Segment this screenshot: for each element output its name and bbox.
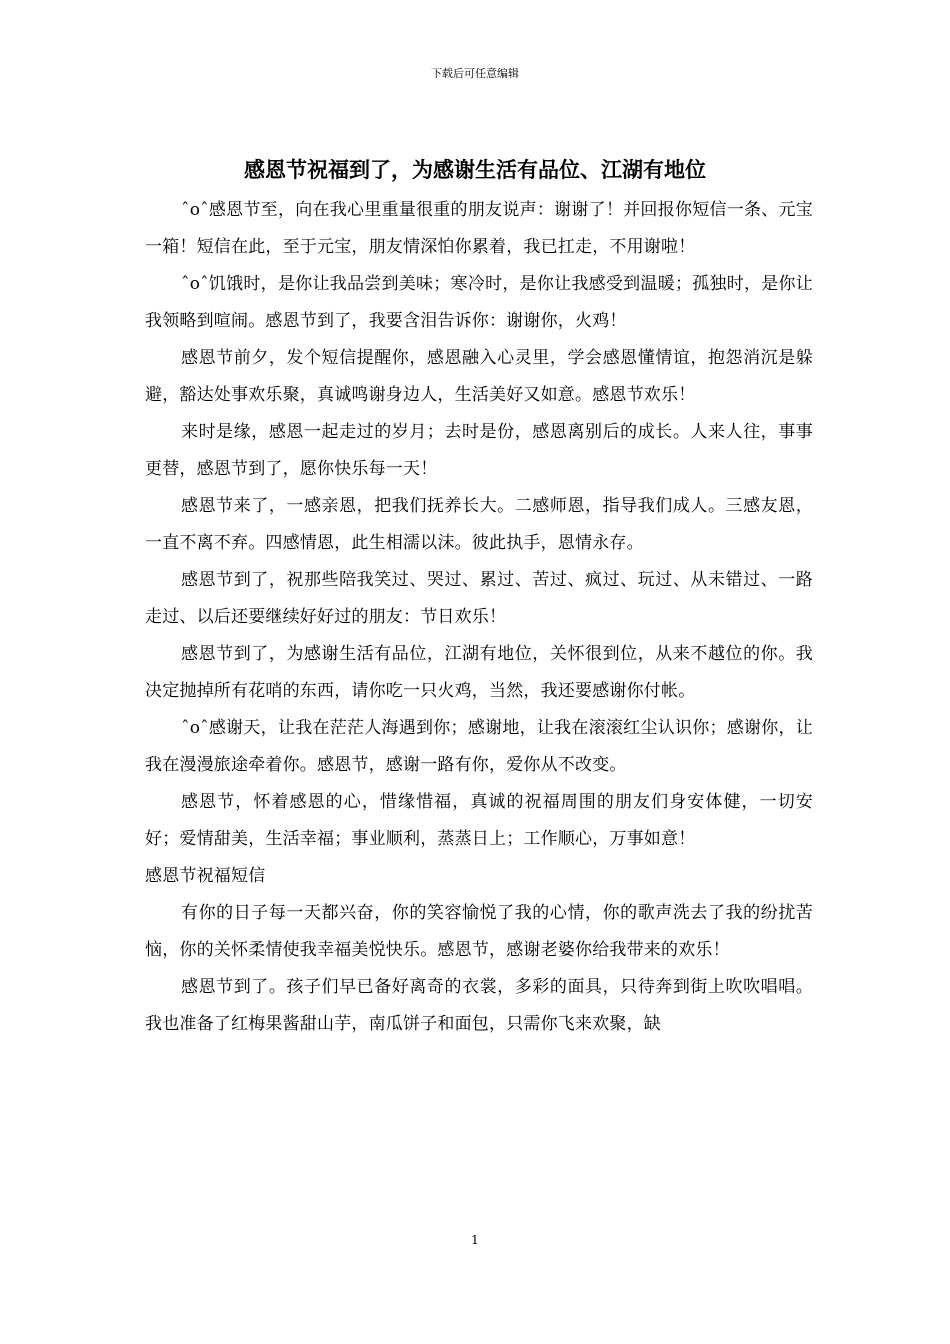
paragraph-9: 感恩节，怀着感恩的心，惜缘惜福，真诚的祝福周围的朋友们身安体健，一切安好；爱情甜美，生活幸福；事业顺利，蒸蒸日上；工作顺心，万事如意！ (145, 792, 813, 849)
paragraph-5: 感恩节来了，一感亲恩，把我们抚养长大。二感师恩，指导我们成人。三感友恩，一直不离不弃。四感情恩，此生相濡以沫。彼此执手，恩情永存。 (145, 496, 813, 553)
paragraph-10: 有你的日子每一天都兴奋，你的笑容愉悦了我的心情，你的歌声洗去了我的纷扰苦恼，你的关怀柔情使我幸福美悦快乐。感恩节，感谢老婆你给我带来的欢乐！ (145, 903, 813, 960)
section-heading: 感恩节祝福短信 (145, 866, 266, 886)
paragraph-7: 感恩节到了，为感谢生活有品位，江湖有地位，关怀很到位，从来不越位的你。我决定抛掉所有花哨的东西，请你吃一只火鸡，当然，我还要感谢你付帐。 (145, 644, 813, 701)
paragraph-1: ˆoˆ感恩节至，向在我心里重量很重的朋友说声：谢谢了！并回报你短信一条、元宝一箱！短信在此，至于元宝，朋友情深怕你累着，我已扛走，不用谢啦！ (145, 200, 813, 257)
paragraph-11: 感恩节到了。孩子们早已备好离奇的衣裳，多彩的面具，只待奔到街上吹吹唱唱。我也准备了红梅果酱甜山芋，南瓜饼子和面包，只需你飞来欢聚，缺 (145, 977, 813, 1034)
page-title: 感恩节祝福到了，为感谢生活有品位、江湖有地位 (244, 157, 706, 182)
page-number: 1 (471, 1233, 479, 1247)
paragraph-6: 感恩节到了，祝那些陪我笑过、哭过、累过、苦过、疯过、玩过、从未错过、一路走过、以后还要继续好好过的朋友：节日欢乐！ (145, 570, 813, 627)
header-note: 下载后可任意编辑 (431, 67, 519, 80)
paragraph-8: ˆoˆ感谢天，让我在茫茫人海遇到你；感谢地，让我在滚滚红尘认识你；感谢你，让我在漫漫旅途牵着你。感恩节，感谢一路有你，爱你从不改变。 (145, 718, 813, 775)
document-body (145, 192, 813, 1043)
paragraph-2: ˆoˆ饥饿时，是你让我品尝到美味；寒冷时，是你让我感受到温暖；孤独时，是你让我领略到喧闹。感恩节到了，我要含泪告诉你：谢谢你，火鸡！ (145, 274, 813, 331)
paragraph-3: 感恩节前夕，发个短信提醒你，感恩融入心灵里，学会感恩懂情谊，抱怨消沉是躲避，豁达处事欢乐聚，真诚鸣谢身边人，生活美好又如意。感恩节欢乐！ (145, 348, 813, 405)
paragraph-4: 来时是缘，感恩一起走过的岁月；去时是份，感恩离别后的成长。人来人往，事事更替，感恩节到了，愿你快乐每一天！ (145, 422, 813, 479)
